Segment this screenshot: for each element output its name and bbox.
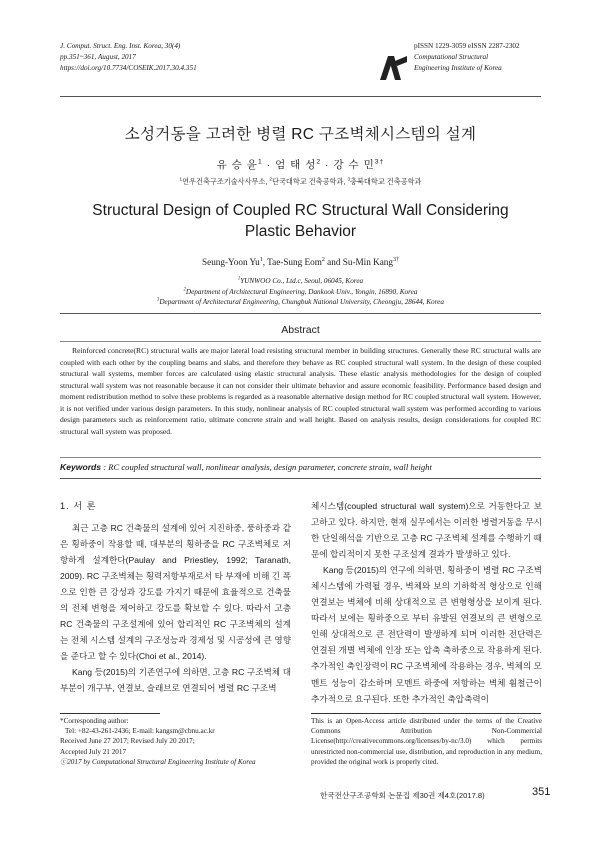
body-paragraph: 체시스템(coupled structural wall system)으로 거동한다고 보고하고 있다. 하지만, 현재 실무에서는 이러한 병렬거동을 무시한 단일해석을 기반으로 고층 RC 구조벽체 설계를 수행하기 때문에 합리적이지 못한 구조설계 결과가 발생하고 있다.: [311, 501, 542, 560]
correspondence-footnote: [60, 716, 291, 767]
affil-mark: 2: [321, 256, 325, 263]
korean-title: 소성거동을 고려한 병렬 RC 구조벽체시스템의 설계: [124, 126, 477, 143]
citation-line: pp.351~361, August, 2017: [60, 53, 136, 62]
affiliation-line: [60, 287, 541, 298]
separator: ,: [262, 257, 268, 267]
body-paragraph: Kang 등(2015)의 기존연구에 의하면, 고층 RC 구조벽체 대부분이 개구부, 연결보, 슬래브로 연결되어 병렬 RC 구조벽: [60, 667, 291, 694]
separator: ·: [321, 159, 334, 171]
header-divider: [60, 96, 541, 97]
affiliation: Department of Architectural Engineering, Chungbuk National University, Cheongju, 28644, Korea: [159, 298, 444, 307]
author-name: 엄 태 성: [275, 159, 317, 171]
korean-authors: [60, 157, 541, 172]
title-line: Structural Design of Coupled RC Structural Wall Considering: [92, 202, 509, 219]
body-paragraph: Kang 등(2015)의 연구에 의하면, 횡하중이 병렬 RC 구조벽체시스템에 가력될 경우, 벽체와 보의 기하학적 형상으로 인해 연결보는 벽체에 비해 상대적으로 큰 변형형상을 보이게 된다. 따라서 보에는 횡하중으로 부터 유발된 연결보의 큰 변형으로 인해 상대적으로 큰 전단력이 발생하게 되며 이러한 전단력은 연결된 개별 벽체에 인장 또는 압축 축하중으로 작용하게 된다. 추가적인 축인장력이 RC 구조벽체에 작용하는 경우, 벽체의 모멘트 성능이 감소하며 모멘트 하중에 저항하는 벽체 휨철근이 추가적으로 요구된다. 또한 추가적인 축압축력이: [311, 565, 542, 704]
abstract-text: Reinforced concrete(RC) structural walls are major lateral load resisting structural member in building structures. Generally these RC structural walls are coupled with each other by the coupling beams and slabs, and therefore they behave as RC coupled structural wall system. In the design of these coupled structural wall systems, member forces are calculated using elastic structural analysis. These elastic analysis methodologies for the design of coupled structural wall system was not reasonable because it can not consider their ultimate behavior and assure economic feasibility. Performance based design and moment redistribution method to solve these problems is regarded as a reasonable alternative design method for RC coupled structural wall system. However, it is not verified under various design parameters. In this study, nonlinear analysis of RC coupled structural wall system was performed according to various design parameters such as reinforcement ratio, ultimate concrete strain and wall height. Based on analysis results, design considerations for coupled RC structural wall system was proposed.: [60, 346, 541, 436]
section-heading: 1. 서 론: [60, 501, 97, 511]
body-column-right: [311, 498, 542, 707]
copyright-line: ⓒ2017 by Computational Structural Engineering Institute of Korea: [60, 757, 256, 766]
english-title: [60, 200, 541, 242]
abstract-heading: Abstract: [281, 324, 320, 336]
separator: and: [324, 257, 343, 267]
affil-mark: 1: [259, 256, 263, 263]
affiliation-line: [60, 297, 541, 308]
korean-affiliations: [60, 177, 541, 187]
author-name: 유 승 윤: [216, 159, 258, 171]
affil-mark: 1: [179, 176, 183, 182]
page-number: 351: [532, 786, 551, 798]
keywords-rule: [60, 457, 541, 458]
keywords-bottom-rule: [60, 478, 541, 479]
affil-mark: 2: [183, 287, 186, 293]
english-authors: [60, 257, 541, 267]
citation-line: J. Comput. Struct. Eng. Inst. Korea, 30(4): [60, 42, 181, 50]
issn-line: pISSN 1229-3059 eISSN 2287-2302: [414, 42, 520, 50]
keywords-text: : RC coupled structural wall, nonlinear analysis, design parameter, concrete strain, wall height: [101, 462, 432, 472]
issn-block: [414, 41, 520, 75]
author-name: Seung-Yoon Yu: [202, 257, 260, 267]
separator: ·: [262, 159, 276, 171]
affil-mark: 2: [316, 158, 322, 166]
affil-mark: 3: [157, 297, 160, 303]
body-column-left: [60, 520, 291, 697]
affiliation: 연우건축구조기술사사무소,: [182, 177, 270, 186]
keywords-label: Keywords: [60, 462, 102, 472]
affil-mark: 3†: [374, 158, 385, 166]
affiliation-line: [60, 276, 541, 287]
footnote-line: Received June 27 2017; Revised July 20 2017;: [60, 737, 195, 746]
contact-info[interactable]: Tel: +82-43-261-2436; E-mail: kangsm@cbnu.ac.kr: [65, 727, 215, 736]
affil-mark: 3: [347, 176, 351, 182]
affiliation: Department of Architectural Engineering, Dankook Univ., Yongin, 16890, Korea: [185, 287, 418, 296]
title-line: Plastic Behavior: [244, 223, 357, 240]
footnote-rule: [311, 713, 541, 714]
author-name: Su-Min Kang: [342, 257, 393, 267]
body-paragraph: 최근 고층 RC 건축물의 설계에 있어 지진하중, 풍하중과 같은 횡하중이 작용할 때, 대부분의 횡하중을 RC 구조벽체로 저항하게 설계한다(Paulay and Priestley, 1992; Taranath, 2009). RC 구조벽체는 횡력저항부재로서 타 부재에 비해 긴 폭으로 인한 큰 강성과 강도를 가지기 때문에 효율적으로 건축물의 전체 변형을 제어하고 강도를 확보할 수 있다. 따라서 고층 RC 건축물의 구조설계에 있어 합리적인 RC 구조벽체의 설계는 전체 시스템 설계의 구조성능과 경제성 및 시공성에 큰 영향을 준다고 할 수 있다(Choi et al., 2014).: [60, 523, 291, 662]
affil-mark: 1: [237, 276, 241, 282]
english-affiliations: [60, 276, 541, 308]
journal-citation: [60, 41, 197, 75]
affil-mark: 3†: [393, 256, 399, 263]
publisher-line: Computational Structural: [414, 53, 489, 62]
journal-logo-icon: [379, 55, 409, 81]
affiliation: 충북대학교 건축공학과: [350, 177, 422, 186]
abstract-top-rule: [60, 313, 541, 314]
affil-mark: 2: [269, 176, 273, 182]
affil-mark: 1: [257, 158, 263, 166]
abstract-rule: [60, 341, 541, 342]
license-footnote: This is an Open-Access article distributed under the terms of the Creative Commons Attribution Non-Commercial License(http://creativecommons.org/licenses/by-nc/3.0) which permits unrestricted non-commercial use, distribution, and reproduction in any medium, provided the original work is properly cited.: [311, 717, 542, 766]
affiliation: YUNWOO Co., Ltd.c, Seoul, 06045, Korea: [240, 277, 364, 285]
author-name: 강 수 민: [333, 159, 375, 171]
author-name: Tae-Sung Eom: [267, 257, 322, 267]
footnote-line: Accepted July 21 2017: [60, 747, 127, 756]
footnote-rule: [60, 713, 160, 714]
doi-link[interactable]: https://doi.org/10.7734/COSEIK.2017.30.4.351: [60, 64, 197, 73]
footnote-line: *Corresponding author:: [60, 717, 129, 725]
keywords: [60, 462, 541, 472]
footer-journal: 한국전산구조공학회 논문집 제30권 제4호(2017.8): [320, 791, 485, 800]
publisher-line: Engineering Institute of Korea: [414, 64, 502, 73]
affiliation: 단국대학교 건축공학과,: [272, 177, 348, 186]
